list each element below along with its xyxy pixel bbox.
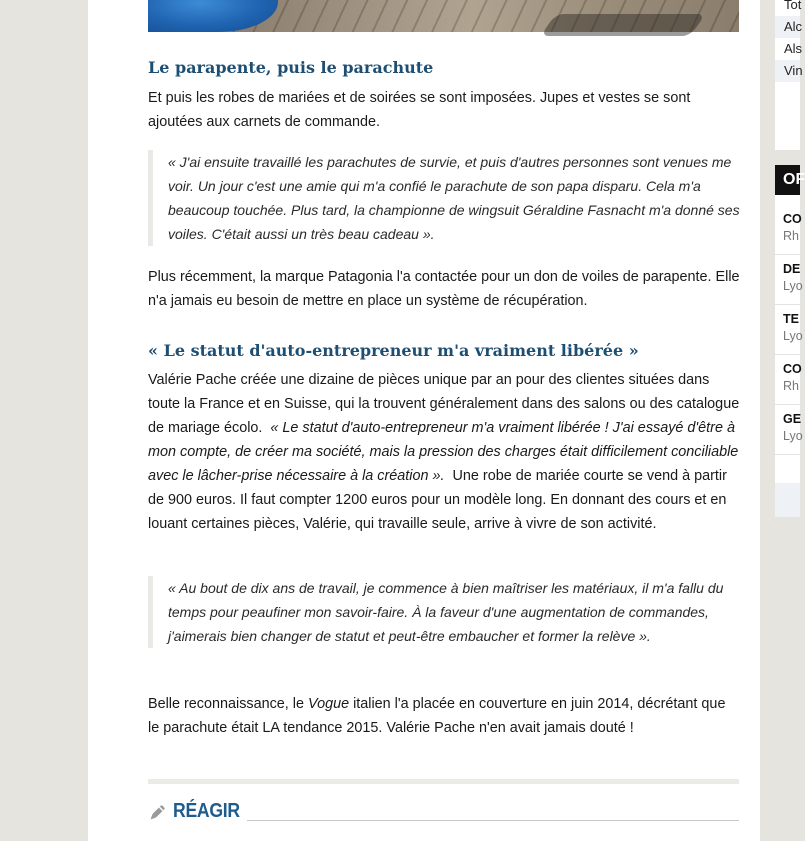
paragraph-vogue — [148, 692, 740, 740]
paragraph-vogue-end: italien l'a placée en couverture en juin 2014, décrétant que le parachute était LA tendance 2015. Valérie Pache n'en avait jamais douté ! — [148, 696, 726, 736]
offer-location: Rh — [783, 229, 799, 243]
paragraph-robes: Et puis les robes de mariées et de soirées se sont imposées. Jupes et vestes se sont ajoutées aux carnets de commande. — [148, 90, 691, 130]
left-gutter — [0, 0, 88, 841]
sidebar-list-item[interactable]: Tot — [784, 0, 802, 12]
photo-shadow — [540, 14, 705, 36]
paragraph-vogue-start: Belle reconnaissance, le — [148, 696, 304, 712]
react-rule — [247, 820, 739, 821]
sidebar-list-item[interactable]: Als — [784, 41, 803, 56]
sidebar-offers — [775, 165, 805, 517]
sidebar-list — [775, 0, 803, 150]
sidebar-offers-title: OF — [775, 165, 800, 195]
paragraph-valerie — [148, 368, 740, 536]
offer-location: Lyo — [783, 329, 803, 343]
offer-item[interactable] — [775, 255, 803, 305]
section-heading-auto-entrepreneur: « Le statut d'auto-entrepreneur m'a vraiment libérée » — [148, 341, 639, 360]
offer-location: Rh — [783, 379, 799, 393]
blockquote-dix-ans — [148, 576, 743, 648]
offer-title: GE — [783, 412, 802, 426]
paragraph-patagonia: Plus récemment, la marque Patagonia l'a contactée pour un don de voiles de parapente. Elle n'a jamais eu besoin de mettre en place un système de récupération. — [148, 269, 740, 309]
offer-title: DE — [783, 262, 801, 276]
offer-title: CO — [783, 212, 802, 226]
offer-item[interactable] — [775, 405, 803, 455]
blockquote-dix-ans-text: « Au bout de dix ans de travail, je commence à bien maîtriser les matériaux, il m'a fallu du temps pour peaufiner mon savoir-faire. À la faveur d'une augmentation de commandes, j'aimerais bien changer de statut et peut-être embaucher et former la relève ». — [168, 580, 724, 644]
section-divider — [148, 779, 739, 784]
blockquote-parachutes-text: « J'ai ensuite travaillé les parachutes de survie, et puis d'autres personnes sont venues me voir. Un jour c'est une amie qui m'a confié le parachute de son papa disparu. Cela m'a beaucoup touchée. Plus tard, la championne de wingsuit Géraldine Fasnacht m'a donné ses voiles. C'était aussi un très beau cadeau ». — [168, 154, 740, 242]
sidebar-offers-footer — [775, 483, 800, 517]
offer-item[interactable] — [775, 205, 800, 255]
section-heading-parapente: Le parapente, puis le parachute — [148, 58, 434, 77]
paragraph-valerie-start: Valérie Pache créée une dizaine de pièces unique par an pour des clientes situées dans toute la France et en Suisse, qui la trouvent généralement dans des salons ou des catalogue de mariage écolo. — [148, 372, 740, 436]
blockquote-parachutes — [148, 150, 743, 246]
react-title[interactable]: RÉAGIR — [173, 800, 240, 822]
pencil-icon — [148, 804, 166, 822]
article-photo — [148, 0, 739, 32]
offer-title: CO — [783, 362, 802, 376]
offer-item[interactable] — [775, 305, 803, 355]
react-header — [148, 800, 739, 828]
article-column — [88, 0, 760, 841]
offer-location: Lyo — [783, 429, 803, 443]
paragraph-valerie-quote: « Le statut d'auto-entrepreneur m'a vraiment libérée ! J'ai essayé d'être à mon compte, de créer ma société, mais la pression des charges était difficilement conciliable avec le lâcher-prise nécessaire à la création ». — [148, 420, 739, 484]
offer-title: TE — [783, 312, 799, 326]
sidebar-list-item[interactable]: Vin — [775, 60, 800, 82]
paragraph-valerie-end: Une robe de mariée courte se vend à partir de 900 euros. Il faut compter 1200 euros pour un modèle long. En donnant des cours et en louant certaines pièces, Valérie, qui travaille seule, arrive à vivre de son activité. — [148, 468, 727, 532]
vogue-italic: Vogue — [308, 696, 350, 712]
sidebar-list-item[interactable]: Alc — [775, 16, 800, 38]
offer-item[interactable] — [775, 355, 800, 405]
offer-location: Lyo — [783, 279, 803, 293]
